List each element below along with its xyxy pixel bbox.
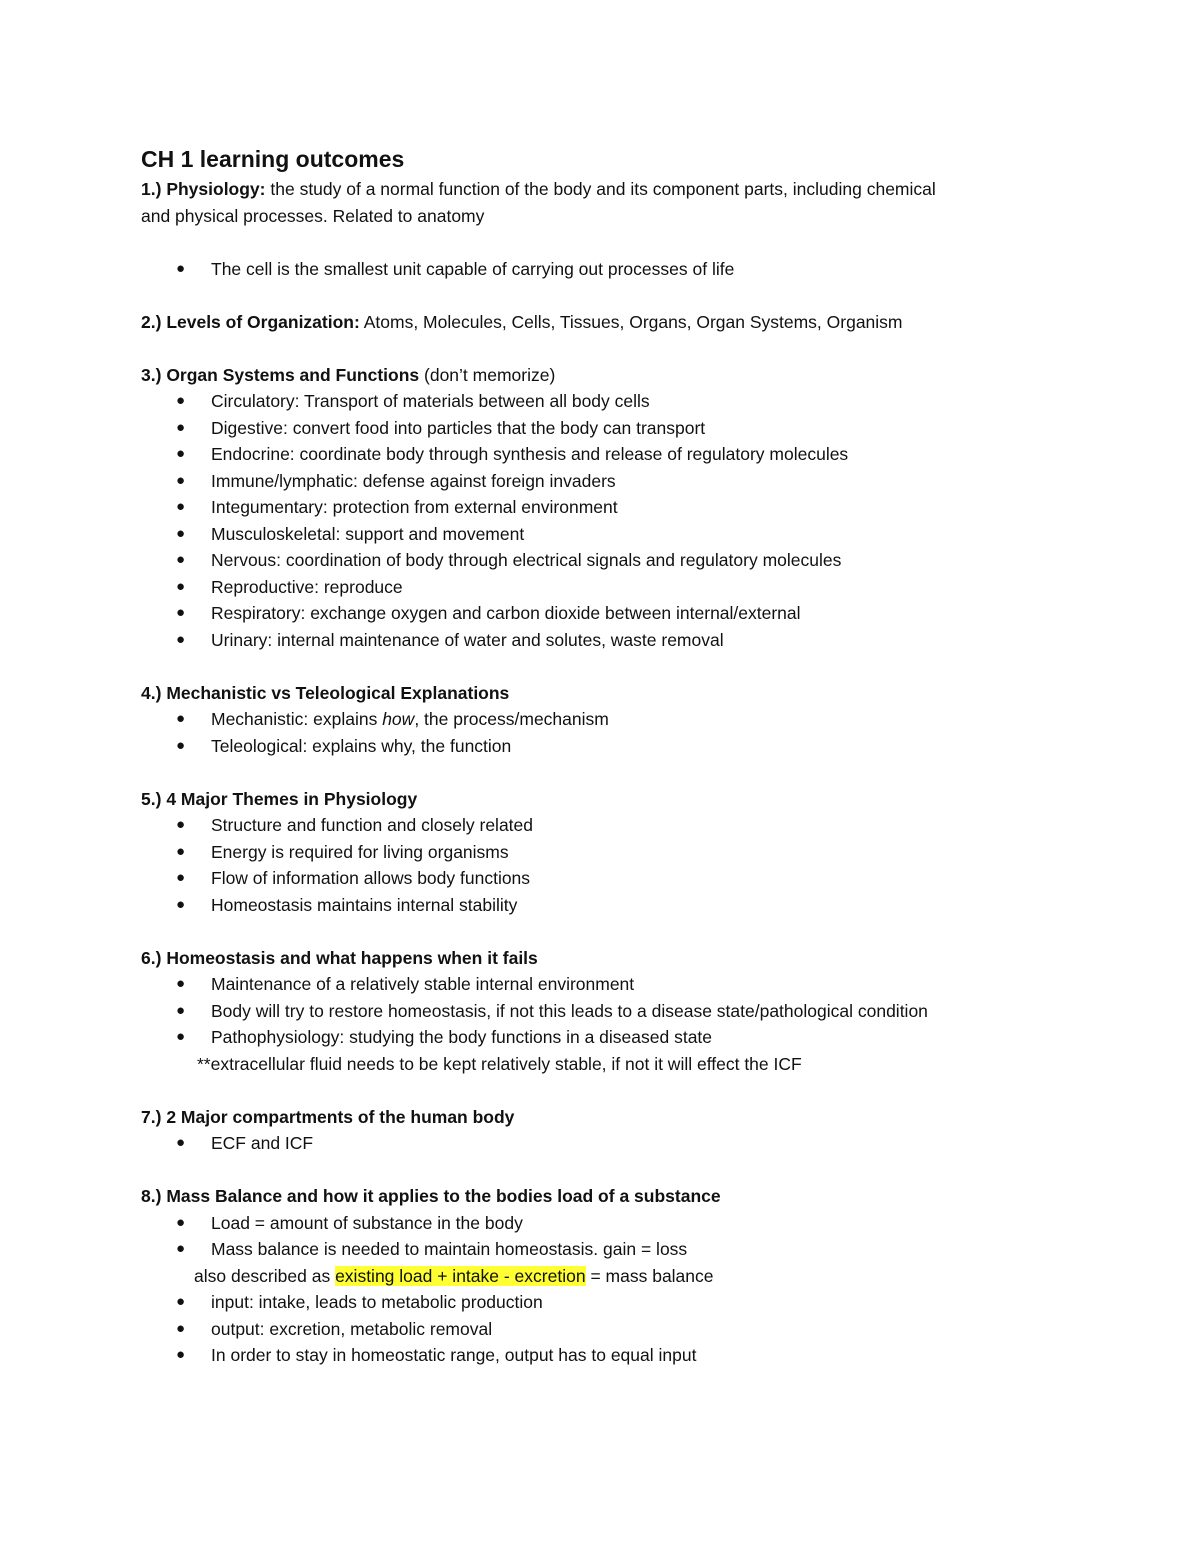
list-item: ● Teleological: explains why, the function <box>141 733 1061 760</box>
list-item: ● Maintenance of a relatively stable internal environment <box>141 971 1061 998</box>
highlighted-formula: existing load + intake - excretion <box>335 1265 586 1286</box>
bullet-icon: ● <box>176 842 186 860</box>
list-item: ● Integumentary: protection from external environment <box>141 494 1061 521</box>
section-number: 1.) <box>141 179 162 199</box>
heading-note: (don’t memorize) <box>424 364 556 385</box>
section-4-heading: 4.) Mechanistic vs Teleological Explanations <box>141 682 510 703</box>
bullet-icon: ● <box>176 418 186 436</box>
section-number: 8.) <box>141 1186 162 1206</box>
list-item: ● output: excretion, metabolic removal <box>141 1316 1061 1343</box>
document-page <box>141 142 1061 1369</box>
bullet-icon: ● <box>176 1319 186 1337</box>
list-item: ● Respiratory: exchange oxygen and carbon dioxide between internal/external <box>141 600 1061 627</box>
list-item: ● Structure and function and closely related <box>141 812 1061 839</box>
list-item: ● Pathophysiology: studying the body functions in a diseased state <box>141 1024 1061 1051</box>
list-item: ● Digestive: convert food into particles that the body can transport <box>141 415 1061 442</box>
bullet-icon: ● <box>176 259 186 277</box>
list-item: ● Energy is required for living organisms <box>141 839 1061 866</box>
bullet-icon: ● <box>176 895 186 913</box>
list-item: ● Endocrine: coordinate body through synthesis and release of regulatory molecules <box>141 441 1061 468</box>
section-1-paragraph <box>141 176 1061 229</box>
term-physiology: Physiology: <box>166 179 266 199</box>
section-2-paragraph <box>141 309 1061 336</box>
list-item: ● Load = amount of substance in the body <box>141 1210 1061 1237</box>
section-number: 3.) <box>141 364 162 385</box>
bullet-icon: ● <box>176 551 186 568</box>
bullet-icon: ● <box>176 736 186 754</box>
section-8-bullets-a <box>141 1210 1061 1263</box>
bullet-icon: ● <box>176 524 186 542</box>
term-levels-of-organization: Levels of Organization: <box>166 311 360 332</box>
section-6-bullets <box>141 971 1061 1051</box>
list-item: ● Mass balance is needed to maintain homeostasis. gain = loss <box>141 1236 1061 1263</box>
bullet-icon: ● <box>176 869 186 886</box>
section-1-bullets <box>141 256 1061 283</box>
section-3-bullets <box>141 388 1061 653</box>
page-title: CH 1 learning outcomes <box>141 146 405 172</box>
bullet-icon: ● <box>176 975 186 992</box>
list-item: ● Immune/lymphatic: defense against foreign invaders <box>141 468 1061 495</box>
section-8-bullets-b <box>141 1289 1061 1369</box>
section-6-heading: 6.) Homeostasis and what happens when it fails <box>141 947 538 968</box>
bullet-icon: ● <box>176 604 186 621</box>
list-item: ● Body will try to restore homeostasis, if not this leads to a disease state/pathological condition <box>141 998 1061 1025</box>
bullet-icon: ● <box>176 1346 186 1363</box>
section-5-bullets <box>141 812 1061 918</box>
bullet-icon: ● <box>176 498 186 515</box>
section-4-bullets <box>141 706 1061 759</box>
section-number: 5.) <box>141 788 162 809</box>
list-item: ● Reproductive: reproduce <box>141 574 1061 601</box>
bullet-icon: ● <box>176 1134 186 1151</box>
bullet-icon: ● <box>176 1001 186 1019</box>
bullet-icon: ● <box>176 577 186 595</box>
bullet-icon: ● <box>176 710 186 727</box>
definition-text-continued: and physical processes. Related to anatomy <box>141 205 485 226</box>
list-item: ● The cell is the smallest unit capable of carrying out processes of life <box>141 256 1061 283</box>
list-item: ● Urinary: internal maintenance of water and solutes, waste removal <box>141 627 1061 654</box>
section-5-heading: 5.) 4 Major Themes in Physiology <box>141 788 418 809</box>
list-item: ● input: intake, leads to metabolic production <box>141 1289 1061 1316</box>
bullet-icon: ● <box>176 1028 186 1045</box>
section-7-heading: 7.) 2 Major compartments of the human body <box>141 1106 515 1127</box>
emphasis-how: how <box>382 709 415 729</box>
bullet-icon: ● <box>176 1293 186 1310</box>
section-7-bullets <box>141 1130 1061 1157</box>
section-number: 4.) <box>141 682 162 703</box>
list-item: ● Musculoskeletal: support and movement <box>141 521 1061 548</box>
list-item: ● Homeostasis maintains internal stability <box>141 892 1061 919</box>
list-item: ● Nervous: coordination of body through electrical signals and regulatory molecules <box>141 547 1061 574</box>
section-6-note: **extracellular fluid needs to be kept relatively stable, if not it will effect the ICF <box>197 1053 802 1074</box>
bullet-icon: ● <box>176 445 186 462</box>
section-number: 7.) <box>141 1106 162 1127</box>
bullet-icon: ● <box>176 471 186 489</box>
bullet-icon: ● <box>176 816 186 833</box>
bullet-icon: ● <box>176 392 186 409</box>
list-item: ● Circulatory: Transport of materials between all body cells <box>141 388 1061 415</box>
section-number: 6.) <box>141 947 162 968</box>
list-item: ● In order to stay in homeostatic range, output has to equal input <box>141 1342 1061 1369</box>
bullet-icon: ● <box>176 630 186 648</box>
list-item: ● Mechanistic: explains how, the process/mechanism <box>141 706 1061 733</box>
section-8-heading: 8.) Mass Balance and how it applies to the bodies load of a substance <box>141 1186 721 1206</box>
list-item: ● Flow of information allows body functions <box>141 865 1061 892</box>
bullet-icon: ● <box>176 1240 186 1257</box>
section-3-heading: 3.) Organ Systems and Functions (don’t memorize) <box>141 364 556 385</box>
definition-text: Atoms, Molecules, Cells, Tissues, Organs, Organ Systems, Organism <box>363 311 903 332</box>
list-item: ● ECF and ICF <box>141 1130 1061 1157</box>
mass-balance-note: also described as existing load + intake - excretion = mass balance <box>194 1265 714 1286</box>
definition-text: the study of a normal function of the body and its component parts, including chemical <box>270 179 936 199</box>
section-number: 2.) <box>141 311 162 332</box>
bullet-icon: ● <box>176 1213 186 1231</box>
